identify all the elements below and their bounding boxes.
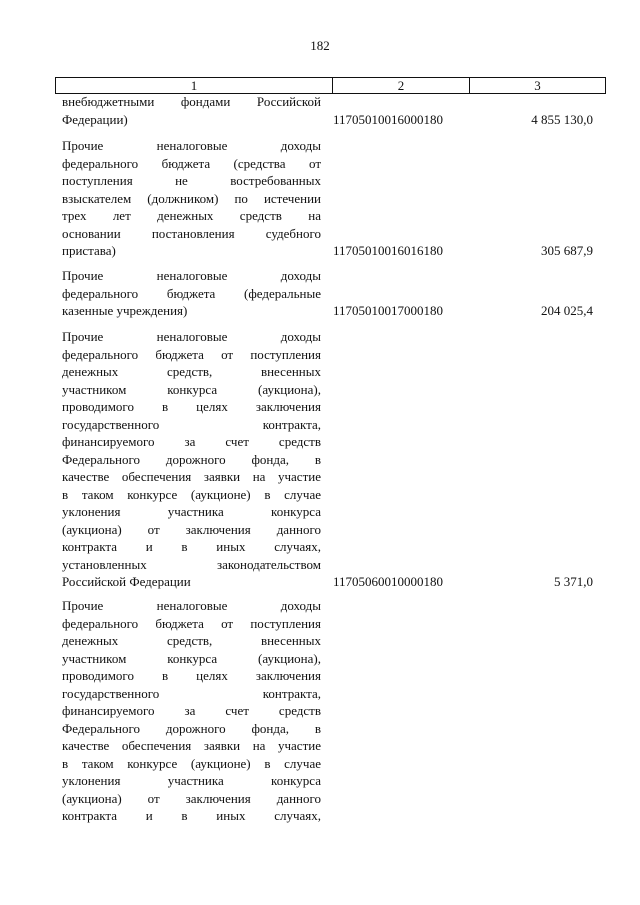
row-code: 11705010016000180	[333, 111, 444, 127]
row-description	[62, 597, 321, 825]
description-line: Федерального дорожного фонда, в	[62, 720, 321, 736]
description-line: (аукциона) от заключения данного	[62, 521, 321, 537]
row-description	[62, 137, 321, 260]
description-line: (аукциона) от заключения данного	[62, 790, 321, 806]
description-line: в таком конкурсе (аукционе) в случае	[62, 755, 321, 771]
row-amount: 204 025,4	[541, 303, 593, 318]
description-line: денежных средств, внесенных	[62, 633, 321, 648]
description-line: проводимого в целях заключения	[62, 399, 321, 414]
row-code: 11705010017000180	[333, 303, 444, 318]
header-col-3: 3	[534, 78, 541, 93]
table-header	[55, 77, 606, 94]
description-line: пристава)	[62, 243, 116, 258]
row-amount: 5 371,0	[554, 574, 593, 589]
description-line: Прочие неналоговые доходы	[62, 268, 321, 283]
description-line: Федерального дорожного фонда, в	[62, 451, 321, 467]
row-description	[62, 267, 321, 320]
description-line: уклонения участника конкурса	[62, 773, 321, 788]
description-line: уклонения участника конкурса	[62, 504, 321, 519]
description-line: финансируемого за счет средств	[62, 703, 321, 718]
header-col-1: 1	[56, 78, 333, 93]
description-line: взыскателем (должником) по истечении	[62, 190, 321, 206]
description-line: Прочие неналоговые доходы	[62, 598, 321, 613]
description-line: государственного контракта,	[62, 685, 321, 701]
row-amount: 4 855 130,0	[531, 111, 593, 127]
description-line: денежных средств, внесенных	[62, 364, 321, 379]
description-line: участником конкурса (аукциона),	[62, 650, 321, 666]
description-line: финансируемого за счет средств	[62, 434, 321, 449]
description-line: федерального бюджета от поступления	[62, 615, 321, 631]
description-line: казенные учреждения)	[62, 303, 188, 318]
description-line: участником конкурса (аукциона),	[62, 381, 321, 397]
description-line: проводимого в целях заключения	[62, 668, 321, 683]
description-line: Прочие неналоговые доходы	[62, 138, 321, 153]
description-line: федерального бюджета от поступления	[62, 346, 321, 362]
description-line: федерального бюджета (средства от	[62, 155, 321, 171]
description-line: контракта и в иных случаях,	[62, 808, 321, 823]
header-col-2: 2	[333, 78, 470, 93]
description-line: в таком конкурсе (аукционе) в случае	[62, 486, 321, 502]
description-line: трех лет денежных средств на	[62, 208, 321, 223]
description-line: внебюджетными фондами Российской	[62, 94, 321, 109]
description-line: федерального бюджета (федеральные	[62, 285, 321, 301]
description-line: контракта и в иных случаях,	[62, 539, 321, 554]
description-line: основании постановления судебного	[62, 225, 321, 241]
description-line: установленных законодательством	[62, 556, 321, 572]
description-line: государственного контракта,	[62, 416, 321, 432]
row-code: 11705060010000180	[333, 574, 444, 589]
description-line: Федерации)	[62, 111, 128, 127]
page-number: 182	[310, 38, 330, 53]
description-line: Прочие неналоговые доходы	[62, 329, 321, 344]
description-line: качестве обеспечения заявки на участие	[62, 469, 321, 484]
description-line: качестве обеспечения заявки на участие	[62, 738, 321, 753]
description-line: поступления не востребованных	[62, 173, 321, 188]
row-amount: 305 687,9	[541, 243, 593, 258]
row-description	[62, 93, 321, 128]
row-code: 11705010016016180	[333, 243, 444, 258]
row-description	[62, 328, 321, 591]
description-line: Российской Федерации	[62, 574, 191, 589]
